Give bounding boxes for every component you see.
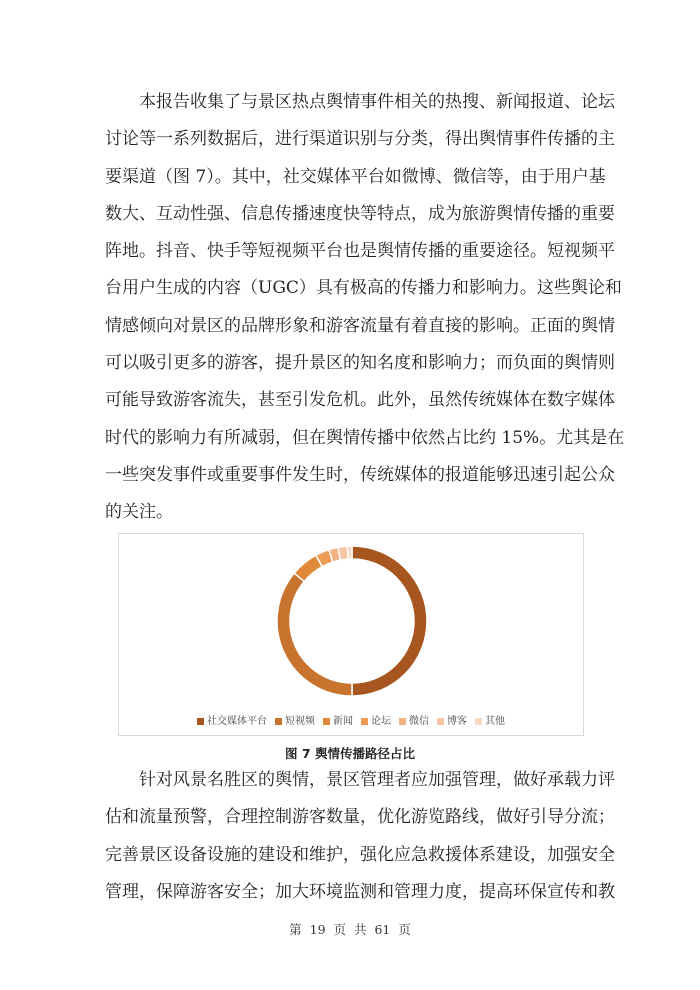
chart-legend <box>119 712 583 727</box>
text-line: 管理，保障游客安全；加大环境监测和管理力度，提高环保宣传和教 <box>105 881 615 902</box>
legend-item <box>399 712 429 727</box>
text-line: 情感倾向对景区的品牌形象和游客流量有着直接的影响。正面的舆情 <box>105 315 615 336</box>
text-line: 数大、互动性强、信息传播速度快等特点，成为旅游舆情传播的重要 <box>105 203 615 224</box>
donut-slice-2 <box>277 573 352 696</box>
legend-label: 博客 <box>447 716 467 727</box>
legend-swatch <box>399 718 406 725</box>
legend-label: 论坛 <box>371 716 391 727</box>
donut-chart <box>118 533 584 736</box>
legend-label: 新闻 <box>333 716 353 727</box>
text-line: 估和流量预警，合理控制游客数量，优化游览路线，做好引导分流； <box>105 807 615 828</box>
donut-slice-6 <box>338 546 348 560</box>
text-line: 针对风景名胜区的舆情，景区管理者应加强管理，做好承载力评 <box>139 770 615 790</box>
legend-swatch <box>361 718 368 725</box>
figure-caption: 图 7 舆情传播路径占比 <box>285 746 415 761</box>
text-line: 可能导致游客流失，甚至引发危机。此外，虽然传统媒体在数字媒体 <box>105 390 615 411</box>
legend-item <box>197 712 267 727</box>
legend-item <box>361 712 391 727</box>
legend-swatch <box>323 718 330 725</box>
legend-item <box>323 712 353 727</box>
text-line: 时代的影响力有所减弱，但在舆情传播中依然占比约 15%。尤其是在 <box>105 427 625 448</box>
text-line: 讨论等一系列数据后，进行渠道识别与分类，得出舆情事件传播的主 <box>105 129 615 150</box>
legend-label: 其他 <box>485 716 505 727</box>
body-paragraph-1 <box>105 84 625 532</box>
text-line: 要渠道（图 7）。其中，社交媒体平台如微博、微信等，由于用户基 <box>105 166 606 187</box>
legend-item <box>475 712 505 727</box>
donut-slice-1 <box>352 546 427 696</box>
text-line: 的关注。 <box>105 502 173 523</box>
legend-swatch <box>475 718 482 725</box>
legend-swatch <box>275 718 282 725</box>
legend-label: 短视频 <box>285 716 315 727</box>
text-line: 本报告收集了与景区热点舆情事件相关的热搜、新闻报道、论坛 <box>139 92 615 112</box>
legend-label: 微信 <box>409 716 429 727</box>
legend-swatch <box>197 718 204 725</box>
text-line: 阵地。抖音、快手等短视频平台也是舆情传播的重要途径。短视频平 <box>105 241 615 262</box>
legend-swatch <box>437 718 444 725</box>
legend-item <box>275 712 315 727</box>
text-line: 可以吸引更多的游客，提升景区的知名度和影响力；而负面的舆情则 <box>105 353 615 374</box>
text-line: 台用户生成的内容（UGC）具有极高的传播力和影响力。这些舆论和 <box>105 278 622 299</box>
legend-item <box>437 712 467 727</box>
text-line: 完善景区设备设施的建设和维护，强化应急救援体系建设，加强安全 <box>105 844 615 865</box>
donut-chart-svg <box>119 534 585 709</box>
text-line: 一些突发事件或重要事件发生时，传统媒体的报道能够迅速引起公众 <box>105 464 615 485</box>
legend-label: 社交媒体平台 <box>207 716 267 727</box>
body-paragraph-2 <box>105 762 615 911</box>
donut-slice-7 <box>347 546 352 559</box>
page-footer: 第 19 页 共 61 页 <box>289 922 411 937</box>
